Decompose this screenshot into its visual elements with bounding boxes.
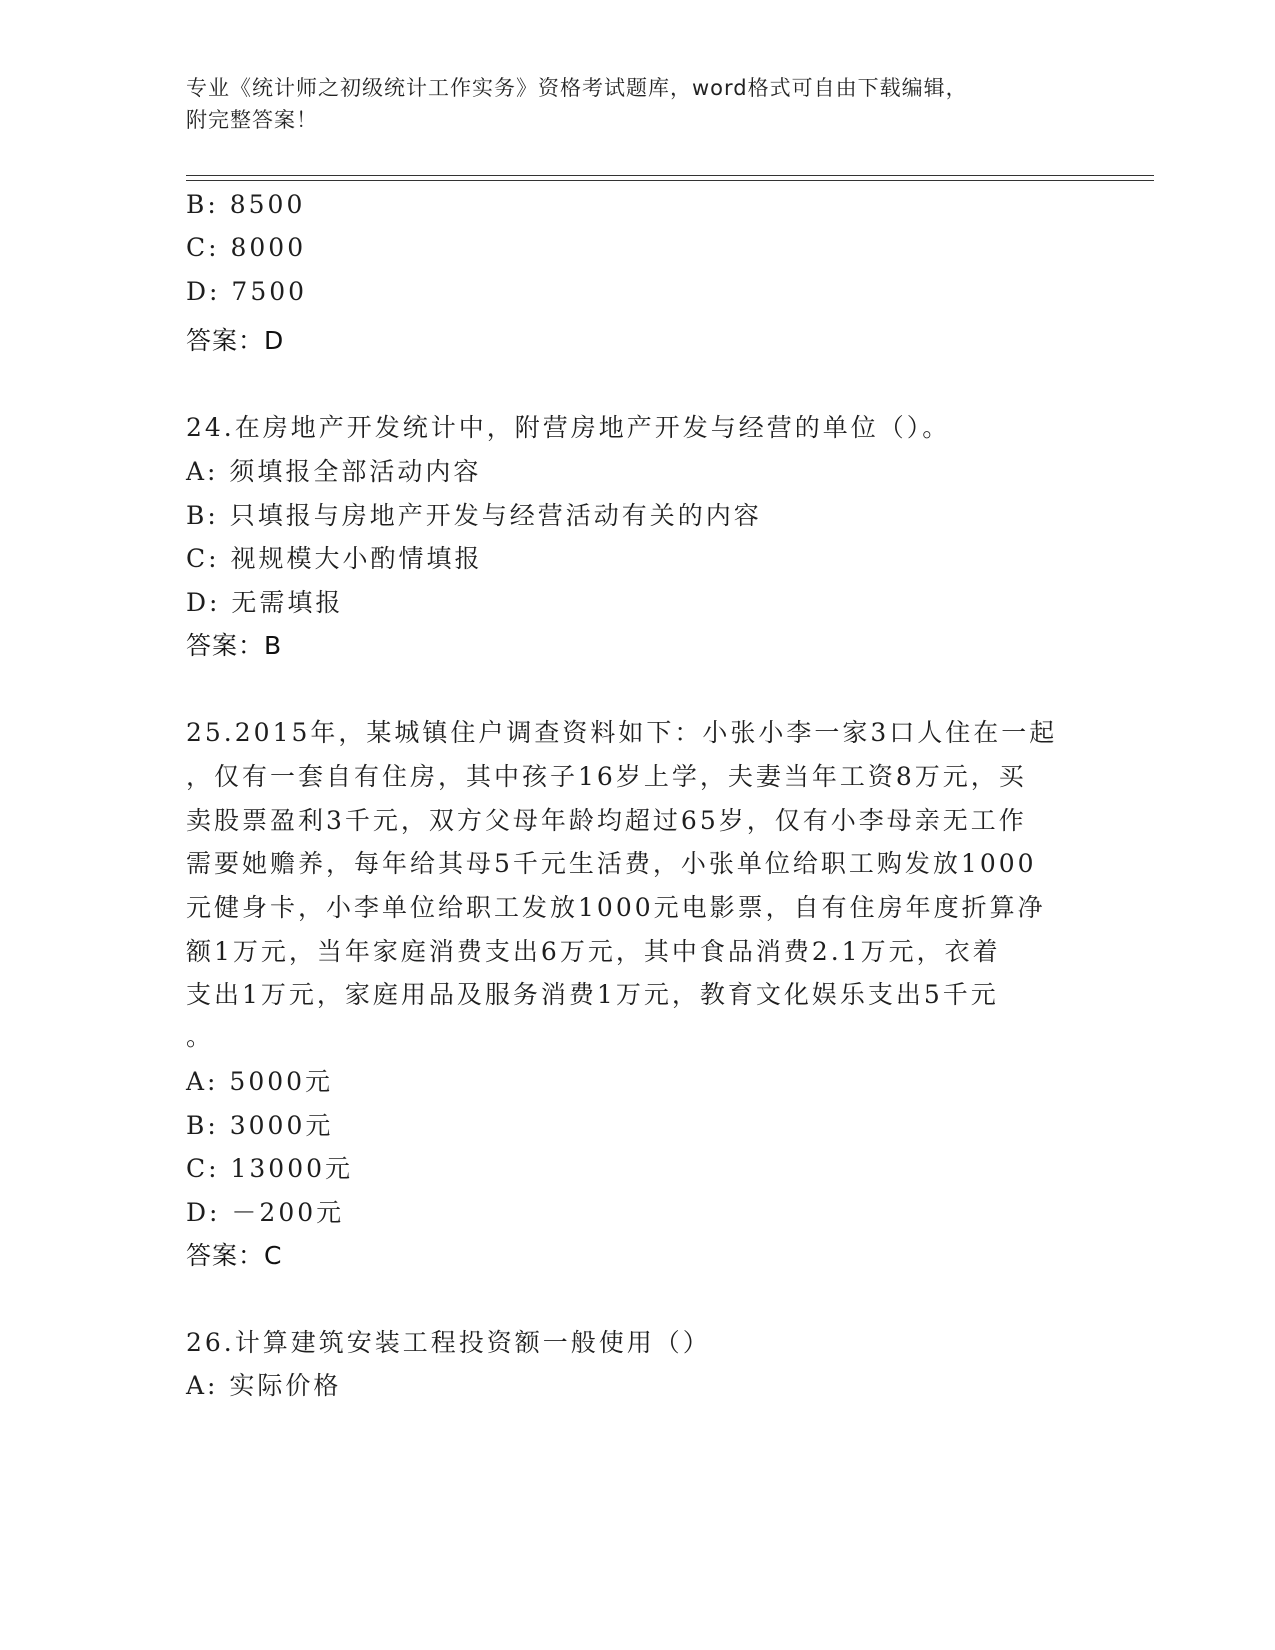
q24-option-a: A: 须填报全部活动内容 [186,457,482,486]
q25-text-line: 。 [186,1022,215,1051]
q25-text-line: 需要她赡养，每年给其母5千元生活费，小张单位给职工购发放1000 [186,849,1037,878]
q25-text-line: 25.2015年，某城镇住户调查资料如下：小张小李一家3口人住在一起 [186,718,1058,747]
header-divider-bottom [186,180,1154,181]
q24-option-d: D: 无需填报 [186,588,344,617]
q25-option-b: B: 3000元 [186,1111,334,1140]
q23-option-c: C: 8000 [186,233,307,262]
q25-option-d: D: －200元 [186,1198,345,1227]
q25-text-line: 元健身卡，小李单位给职工发放1000元电影票，自有住房年度折算净 [186,893,1046,922]
header-line-1: 专业《统计师之初级统计工作实务》资格考试题库，word格式可自由下载编辑， [186,76,968,100]
q25-option-c: C: 13000元 [186,1154,354,1183]
q26-question: 26.计算建筑安装工程投资额一般使用（） [186,1328,711,1357]
q25-text-line: ，仅有一套自有住房，其中孩子16岁上学，夫妻当年工资8万元，买 [186,762,1027,791]
document-header [186,72,1086,136]
q24-option-c: C: 视规模大小酌情填报 [186,544,483,573]
q23-answer: 答案：D [186,326,285,355]
q25-option-a: A: 5000元 [186,1067,334,1096]
q25-text-line: 卖股票盈利3千元，双方父母年龄均超过65岁，仅有小李母亲无工作 [186,806,1027,835]
q24-question: 24.在房地产开发统计中，附营房地产开发与经营的单位（）。 [186,413,951,442]
q25-text-line: 支出1万元，家庭用品及服务消费1万元，教育文化娱乐支出5千元 [186,980,999,1009]
q25-text-line: 额1万元，当年家庭消费支出6万元，其中食品消费2.1万元，衣着 [186,937,1001,966]
q23-option-b: B: 8500 [186,190,306,219]
q23-option-d: D: 7500 [186,277,308,306]
header-line-2: 附完整答案！ [186,108,318,132]
q24-option-b: B: 只填报与房地产开发与经营活动有关的内容 [186,501,762,530]
q24-answer: 答案：B [186,631,283,660]
q26-option-a: A: 实际价格 [186,1371,342,1400]
q25-answer: 答案：C [186,1241,283,1270]
header-divider-top [186,175,1154,176]
